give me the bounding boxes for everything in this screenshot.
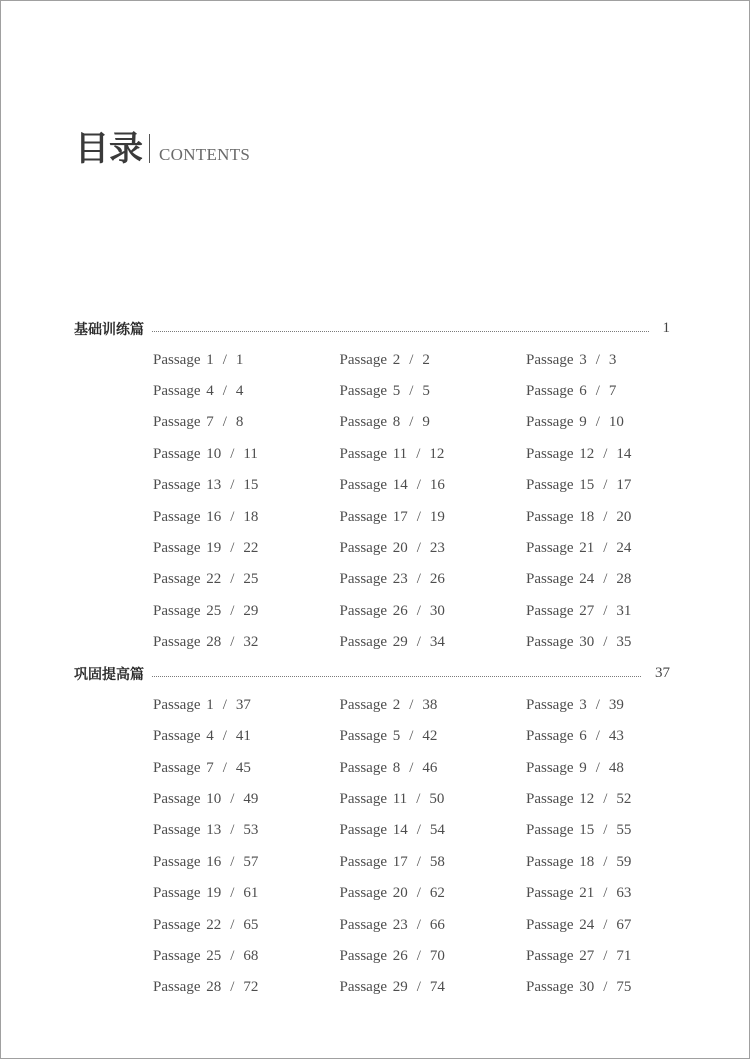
page-separator: / — [416, 445, 421, 462]
passage-page-number: 10 — [608, 414, 624, 431]
passage-page-number: 63 — [616, 885, 632, 902]
toc-entry — [526, 596, 713, 627]
page-separator: / — [409, 414, 414, 431]
passage-page-number: 48 — [608, 759, 624, 776]
passage-label: Passage 27 — [526, 602, 595, 619]
toc-entry — [526, 721, 713, 752]
toc-entry — [340, 847, 527, 878]
passage-page-number: 8 — [235, 414, 244, 431]
passage-page-number: 49 — [243, 791, 259, 808]
passage-label: Passage 29 — [339, 634, 408, 651]
passage-page-number: 7 — [608, 382, 617, 399]
page-separator: / — [603, 853, 608, 870]
passage-label: Passage 4 — [153, 382, 214, 399]
toc-entry — [526, 752, 713, 783]
passage-label: Passage 14 — [339, 477, 408, 494]
passage-page-number: 1 — [235, 351, 244, 368]
passage-label: Passage 29 — [339, 979, 408, 996]
passage-page-number: 19 — [429, 508, 445, 525]
toc-entry — [340, 721, 527, 752]
page-separator: / — [409, 759, 414, 776]
passage-label: Passage 20 — [339, 885, 408, 902]
toc-entry — [340, 533, 527, 564]
section-page-number: 1 — [662, 320, 670, 337]
toc-entry — [340, 564, 527, 595]
toc-entry — [153, 627, 340, 658]
passage-label: Passage 8 — [339, 759, 401, 776]
passage-page-number: 12 — [429, 445, 445, 462]
toc-entry — [526, 439, 713, 470]
toc-entry — [526, 533, 713, 564]
passage-page-number: 39 — [608, 696, 624, 713]
toc-entry — [526, 501, 713, 532]
section-title: 巩固提高篇 — [74, 666, 144, 683]
page-separator: / — [603, 916, 608, 933]
passage-label: Passage 1 — [153, 351, 214, 368]
page-separator: / — [230, 477, 235, 494]
passage-page-number: 38 — [422, 696, 438, 713]
toc-entry — [153, 815, 340, 846]
title-chinese: 目录 — [75, 129, 143, 169]
passage-page-number: 66 — [429, 916, 445, 933]
passage-label: Passage 26 — [339, 602, 408, 619]
passage-label: Passage 15 — [526, 477, 595, 494]
passage-page-number: 35 — [616, 634, 632, 651]
passage-page-number: 15 — [243, 477, 259, 494]
passage-label: Passage 7 — [153, 759, 214, 776]
passage-page-number: 17 — [616, 477, 632, 494]
passage-page-number: 70 — [429, 948, 445, 964]
passage-page-number: 55 — [616, 822, 632, 839]
toc-entry — [526, 407, 713, 438]
toc-entry — [340, 407, 527, 438]
passage-page-number: 30 — [429, 602, 445, 619]
passage-label: Passage 25 — [153, 602, 222, 619]
passage-page-number: 22 — [243, 539, 259, 556]
passage-page-number: 42 — [422, 728, 438, 745]
page-separator: / — [230, 571, 235, 588]
passage-label: Passage 12 — [526, 445, 595, 462]
page-separator: / — [230, 853, 235, 870]
passage-page-number: 61 — [243, 885, 259, 902]
section-page-number: 37 — [655, 665, 670, 682]
page-separator: / — [416, 822, 421, 839]
toc-entry — [340, 376, 527, 407]
toc-entry — [153, 690, 340, 721]
page-separator: / — [230, 979, 235, 996]
toc-entry — [340, 784, 527, 815]
passage-label: Passage 5 — [339, 382, 401, 399]
title-english: CONTENTS — [159, 145, 251, 164]
toc-entry — [153, 909, 340, 940]
passage-label: Passage 27 — [526, 948, 595, 964]
page-separator: / — [230, 508, 235, 525]
toc-entry — [153, 407, 340, 438]
passage-label: Passage 19 — [153, 539, 222, 556]
passage-page-number: 53 — [243, 822, 259, 839]
passage-label: Passage 19 — [153, 885, 222, 902]
passage-page-number: 75 — [616, 979, 632, 996]
passage-page-number: 14 — [616, 445, 632, 462]
passage-page-number: 50 — [429, 791, 445, 808]
toc-entry — [340, 470, 527, 501]
toc-entry — [153, 376, 340, 407]
passage-label: Passage 21 — [526, 885, 595, 902]
passage-label: Passage 6 — [526, 382, 587, 399]
toc-entry — [153, 878, 340, 909]
passage-page-number: 59 — [616, 853, 632, 870]
section-title: 基础训练篇 — [74, 321, 144, 338]
toc-entry — [153, 439, 340, 470]
page-separator: / — [603, 508, 608, 525]
page-separator: / — [416, 853, 421, 870]
passage-page-number: 9 — [422, 414, 430, 431]
passage-page-number: 41 — [235, 728, 251, 745]
passage-page-number: 32 — [243, 634, 259, 651]
toc-entry — [526, 972, 713, 1003]
page-separator: / — [595, 759, 600, 776]
passage-page-number: 57 — [243, 853, 259, 870]
passage-list — [153, 690, 750, 1004]
passage-label: Passage 13 — [153, 822, 222, 839]
page-separator: / — [595, 696, 600, 713]
passage-page-number: 67 — [616, 916, 632, 933]
contents-title — [75, 129, 250, 169]
toc-entry — [526, 690, 713, 721]
toc-entry — [340, 878, 527, 909]
page-separator: / — [603, 634, 608, 651]
toc-entry — [153, 533, 340, 564]
passage-page-number: 24 — [616, 539, 632, 556]
passage-label: Passage 12 — [526, 791, 595, 808]
toc-entry — [526, 344, 713, 375]
passage-page-number: 3 — [608, 351, 617, 368]
toc-entry — [526, 627, 713, 658]
passage-label: Passage 26 — [339, 948, 408, 964]
page-separator: / — [603, 979, 608, 996]
page-separator: / — [416, 916, 421, 933]
page-separator: / — [603, 791, 608, 808]
passage-page-number: 28 — [616, 571, 632, 588]
passage-page-number: 5 — [422, 382, 430, 399]
page-separator: / — [595, 414, 600, 431]
passage-label: Passage 21 — [526, 539, 595, 556]
page-separator: / — [409, 696, 414, 713]
page-separator: / — [222, 382, 227, 399]
page-separator: / — [230, 445, 235, 462]
table-of-contents — [1, 313, 750, 1004]
page-separator: / — [416, 602, 421, 619]
toc-entry — [526, 878, 713, 909]
passage-label: Passage 23 — [339, 571, 408, 588]
page-separator: / — [416, 791, 421, 808]
page-separator: / — [230, 634, 235, 651]
toc-entry — [526, 847, 713, 878]
toc-entry — [340, 752, 527, 783]
page-separator: / — [230, 885, 235, 902]
toc-entry — [526, 784, 713, 815]
page-separator: / — [222, 414, 227, 431]
passage-page-number: 37 — [235, 696, 251, 713]
page-separator: / — [409, 351, 414, 368]
toc-entry — [340, 815, 527, 846]
passage-page-number: 29 — [243, 602, 259, 619]
passage-label: Passage 11 — [339, 791, 408, 808]
page-separator: / — [222, 696, 227, 713]
passage-label: Passage 13 — [153, 477, 222, 494]
page-separator: / — [230, 822, 235, 839]
toc-entry — [526, 564, 713, 595]
toc-entry — [153, 784, 340, 815]
page-separator: / — [409, 728, 414, 745]
toc-entry — [526, 815, 713, 846]
passage-label: Passage 1 — [153, 696, 214, 713]
passage-label: Passage 10 — [153, 791, 222, 808]
page-separator: / — [603, 445, 608, 462]
passage-page-number: 52 — [616, 791, 632, 808]
passage-page-number: 72 — [243, 979, 259, 996]
toc-entry — [153, 596, 340, 627]
passage-list — [153, 344, 750, 658]
toc-entry — [153, 564, 340, 595]
page-separator: / — [603, 948, 608, 964]
passage-label: Passage 4 — [153, 728, 214, 745]
dot-leader — [152, 676, 641, 677]
toc-entry — [153, 470, 340, 501]
passage-page-number: 65 — [243, 916, 259, 933]
toc-entry — [153, 972, 340, 1003]
toc-entry — [340, 972, 527, 1003]
passage-page-number: 71 — [616, 948, 632, 964]
passage-page-number: 31 — [616, 602, 632, 619]
passage-label: Passage 7 — [153, 414, 214, 431]
dot-leader — [152, 331, 649, 332]
page-separator: / — [222, 728, 227, 745]
page-separator: / — [603, 602, 608, 619]
passage-label: Passage 22 — [153, 571, 222, 588]
page-separator: / — [416, 885, 421, 902]
page-separator: / — [595, 382, 600, 399]
passage-label: Passage 9 — [526, 414, 587, 431]
passage-label: Passage 30 — [526, 979, 595, 996]
passage-label: Passage 10 — [153, 445, 222, 462]
passage-label: Passage 2 — [339, 351, 401, 368]
passage-label: Passage 5 — [339, 728, 401, 745]
passage-page-number: 25 — [243, 571, 259, 588]
page-separator: / — [603, 571, 608, 588]
toc-entry — [153, 847, 340, 878]
passage-label: Passage 25 — [153, 948, 222, 964]
passage-label: Passage 9 — [526, 759, 587, 776]
passage-label: Passage 17 — [339, 508, 408, 525]
page-separator: / — [409, 382, 414, 399]
passage-label: Passage 17 — [339, 853, 408, 870]
page-separator: / — [603, 885, 608, 902]
toc-entry — [526, 376, 713, 407]
page-separator: / — [230, 948, 235, 964]
page-separator: / — [230, 791, 235, 808]
passage-page-number: 4 — [235, 382, 244, 399]
passage-label: Passage 18 — [526, 853, 595, 870]
page-separator: / — [230, 539, 235, 556]
title-divider — [149, 134, 150, 163]
passage-page-number: 58 — [429, 853, 445, 870]
toc-entry — [153, 941, 340, 972]
page-separator: / — [416, 979, 421, 996]
page-separator: / — [595, 351, 600, 368]
toc-entry — [340, 501, 527, 532]
passage-label: Passage 2 — [339, 696, 401, 713]
passage-label: Passage 22 — [153, 916, 222, 933]
toc-entry — [340, 690, 527, 721]
toc-entry — [340, 439, 527, 470]
passage-label: Passage 28 — [153, 634, 222, 651]
passage-page-number: 26 — [429, 571, 445, 588]
page-separator: / — [416, 477, 421, 494]
passage-label: Passage 14 — [339, 822, 408, 839]
passage-label: Passage 23 — [339, 916, 408, 933]
passage-page-number: 20 — [616, 508, 632, 525]
passage-label: Passage 15 — [526, 822, 595, 839]
passage-page-number: 54 — [429, 822, 445, 839]
passage-label: Passage 20 — [339, 539, 408, 556]
passage-label: Passage 30 — [526, 634, 595, 651]
toc-entry — [153, 501, 340, 532]
toc-entry — [153, 344, 340, 375]
section-heading — [74, 313, 670, 344]
toc-entry — [526, 941, 713, 972]
passage-label: Passage 28 — [153, 979, 222, 996]
passage-page-number: 43 — [608, 728, 624, 745]
passage-page-number: 74 — [429, 979, 445, 996]
passage-label: Passage 24 — [526, 571, 595, 588]
passage-label: Passage 16 — [153, 853, 222, 870]
passage-label: Passage 24 — [526, 916, 595, 933]
page-separator: / — [222, 759, 227, 776]
page-separator: / — [230, 916, 235, 933]
passage-page-number: 45 — [235, 759, 251, 776]
toc-entry — [340, 941, 527, 972]
toc-entry — [153, 721, 340, 752]
page-separator: / — [416, 634, 421, 651]
page-separator: / — [603, 822, 608, 839]
page-separator: / — [595, 728, 600, 745]
page-separator: / — [416, 539, 421, 556]
passage-page-number: 2 — [422, 351, 430, 368]
page-separator: / — [416, 571, 421, 588]
page-separator: / — [230, 602, 235, 619]
page-separator: / — [416, 948, 421, 964]
passage-label: Passage 3 — [526, 351, 587, 368]
passage-page-number: 23 — [429, 539, 445, 556]
toc-entry — [526, 470, 713, 501]
passage-page-number: 62 — [429, 885, 445, 902]
toc-entry — [153, 752, 340, 783]
page-separator: / — [222, 351, 227, 368]
page-separator: / — [603, 539, 608, 556]
page-separator: / — [416, 508, 421, 525]
passage-page-number: 16 — [429, 477, 445, 494]
passage-label: Passage 18 — [526, 508, 595, 525]
passage-label: Passage 8 — [339, 414, 401, 431]
passage-label: Passage 11 — [339, 445, 408, 462]
passage-page-number: 68 — [243, 948, 259, 964]
passage-label: Passage 16 — [153, 508, 222, 525]
toc-entry — [340, 627, 527, 658]
passage-label: Passage 3 — [526, 696, 587, 713]
passage-label: Passage 6 — [526, 728, 587, 745]
passage-page-number: 11 — [243, 445, 258, 462]
passage-page-number: 18 — [243, 508, 259, 525]
passage-page-number: 46 — [422, 759, 438, 776]
section-heading — [74, 658, 670, 689]
toc-entry — [340, 909, 527, 940]
toc-entry — [526, 909, 713, 940]
toc-entry — [340, 596, 527, 627]
passage-page-number: 34 — [429, 634, 445, 651]
page-separator: / — [603, 477, 608, 494]
toc-entry — [340, 344, 527, 375]
